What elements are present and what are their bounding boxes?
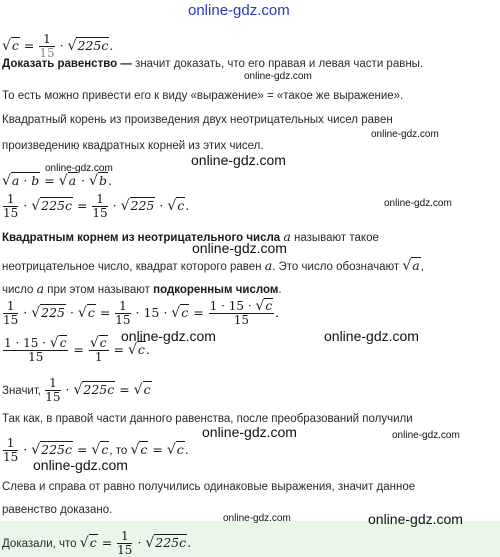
watermark: online-gdz.com — [121, 328, 216, 344]
watermark: online-gdz.com — [244, 71, 312, 82]
conclusion-line: Доказали, что √c = $\frac{1}{15}$ · √225c. — [2, 529, 192, 557]
step1-formula: $\frac{1}{15}$ · √225c = $\frac{1}{15}$ · √225 · √c. — [3, 192, 190, 220]
since-line: Так как, в правой части данного равенства, после преобразований получили — [2, 413, 413, 425]
watermark: online-gdz.com — [223, 513, 291, 524]
watermark: online-gdz.com — [392, 430, 460, 441]
equal-line1: Слева и справа от равно получились одинаковые выражения, значит данное — [2, 481, 416, 493]
watermark: online-gdz.com — [33, 457, 128, 473]
watermark: online-gdz.com — [191, 152, 286, 168]
watermark: online-gdz.com — [192, 240, 287, 256]
watermark: online-gdz.com — [368, 511, 463, 527]
equal-line2: равенство доказано. — [2, 504, 113, 516]
definition-line1: Квадратным корнем из неотрицательного числа a называют такое — [2, 229, 379, 244]
watermark: online-gdz.com — [324, 328, 419, 344]
step2-formula: $\frac{1}{15}$ · √225 · √c = $\frac{1}{15}$ · 15 · √c = $\frac{1 \cdot 15 \cdot √c}{15}$ . — [3, 298, 280, 327]
watermark: online-gdz.com — [371, 129, 439, 140]
watermark: online-gdz.com — [384, 198, 452, 209]
then-line: $\frac{1}{15}$ · √225c = √c, то √c = √c. — [3, 436, 189, 464]
watermark: online-gdz.com — [45, 163, 113, 174]
rule-formula: √a · b = √a · √b. — [2, 173, 112, 189]
form-paragraph: То есть можно привести его к виду «выражение» = «такое же выражение». — [2, 90, 404, 102]
root-rule-line2: произведению квадратных корней из этих чисел. — [2, 140, 264, 152]
step3-formula: $\frac{1 \cdot 15 \cdot √c}{15}$ = $\frac{√c}{1}$ = √c. — [4, 335, 150, 364]
hence-line: Значит, $\frac{1}{15}$ · √225c = √c — [2, 376, 151, 404]
intro-formula: √c = $\frac{1}{15}$ · √225c. — [2, 32, 114, 60]
definition-line3: число a при этом называют подкоренным числом. — [2, 281, 282, 296]
watermark-top: online-gdz.com — [188, 2, 290, 19]
watermark: online-gdz.com — [202, 424, 297, 440]
definition-line2: неотрицательное число, квадрат которого равен a. Это число обозначают √a, — [2, 258, 424, 274]
prove-paragraph: Доказать равенство — значит доказать, что его правая и левая части равны. — [2, 58, 424, 70]
root-rule-line1: Квадратный корень из произведения двух неотрицательных чисел равен — [2, 114, 393, 126]
